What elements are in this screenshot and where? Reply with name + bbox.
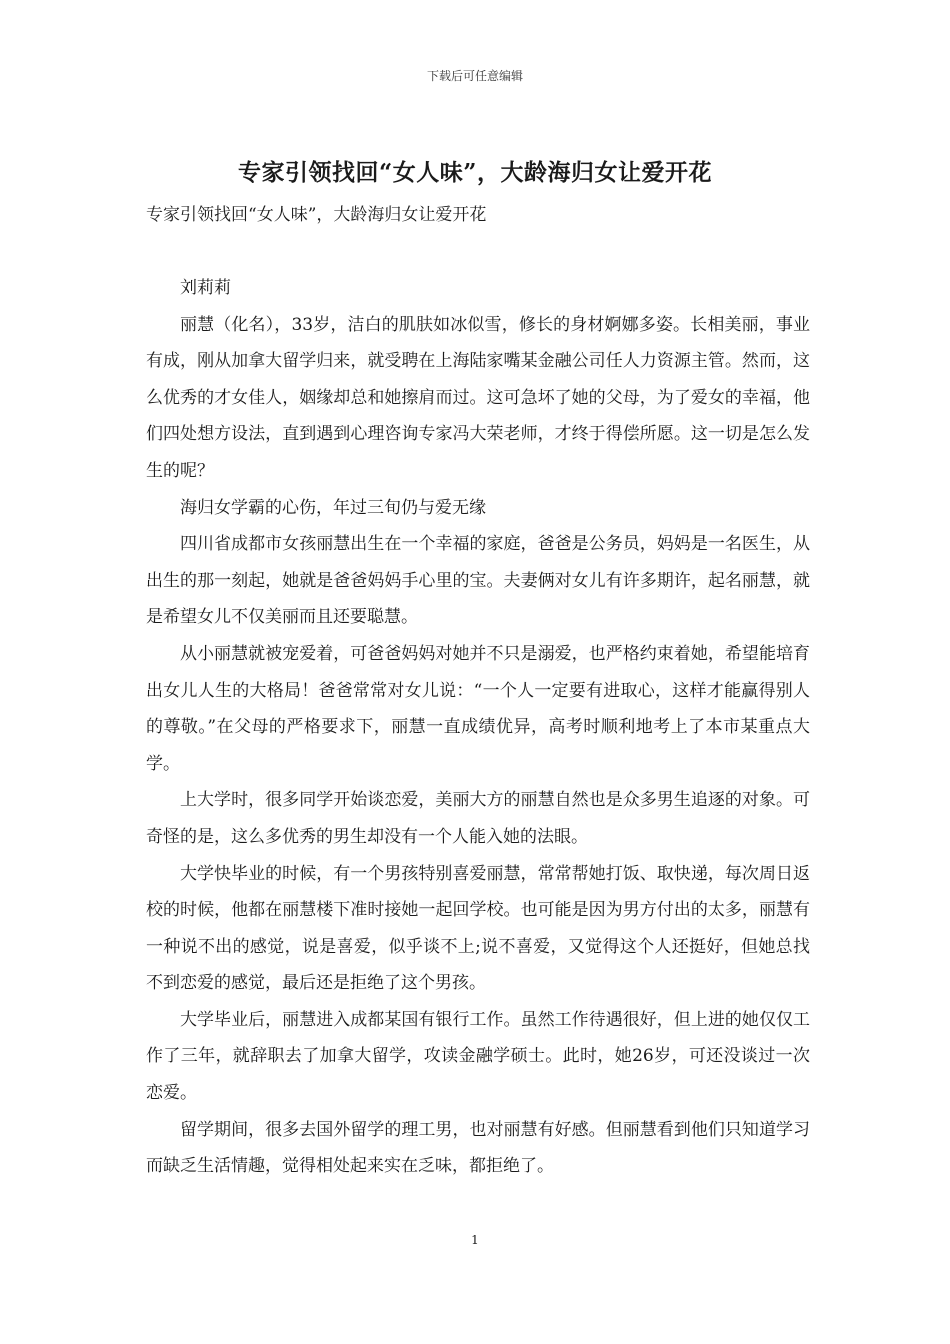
section-heading: 海归女学霸的心伤，年过三旬仍与爱无缘 <box>180 497 486 518</box>
paragraph: 大学快毕业的时候，有一个男孩特别喜爱丽慧，常常帮她打饭、取快递，每次周日返校的时候，他都在丽慧楼下准时接她一起回学校。也可能是因为男方付出的太多，丽慧有一种说不出的感觉，说是喜爱，似乎谈不上;说不喜爱，又觉得这个人还挺好，但她总找不到恋爱的感觉，最后还是拒绝了这个男孩。 <box>146 863 810 994</box>
header-note: 下载后可任意编辑 <box>426 69 523 83</box>
paragraph: 留学期间，很多去国外留学的理工男，也对丽慧有好感。但丽慧看到他们只知道学习而缺乏生活情趣，觉得相处起来实在乏味，都拒绝了。 <box>146 1119 810 1177</box>
paragraph: 上大学时，很多同学开始谈恋爱，美丽大方的丽慧自然也是众多男生追逐的对象。可奇怪的是，这么多优秀的男生却没有一个人能入她的法眼。 <box>146 790 810 847</box>
paragraph: 大学毕业后，丽慧进入成都某国有银行工作。虽然工作待遇很好，但上进的她仅仅工作了三年，就辞职去了加拿大留学，攻读金融学硕士。此时，她26岁，可还没谈过一次恋爱。 <box>146 1009 810 1104</box>
paragraph: 丽慧（化名），33岁，洁白的肌肤如冰似雪，修长的身材婀娜多姿。长相美丽，事业有成，刚从加拿大留学归来，就受聘在上海陆家嘴某金融公司任人力资源主管。然而，这么优秀的才女佳人，姻缘却总和她擦肩而过。这可急坏了她的父母，为了爱女的幸福，他们四处想方设法，直到遇到心理咨询专家冯大荣老师，才终于得偿所愿。这一切是怎么发生的呢？ <box>146 314 810 481</box>
author-line: 刘莉莉 <box>180 278 231 298</box>
paragraph: 从小丽慧就被宠爱着，可爸爸妈妈对她并不只是溺爱，也严格约束着她，希望能培育出女儿人生的大格局！爸爸常常对女儿说：“一个人一定要有进取心，这样才能赢得别人的尊敬。”在父母的严格要求下，丽慧一直成绩优异，高考时顺利地考上了本市某重点大学。 <box>146 643 810 774</box>
document-subtitle: 专家引领找回“女人味”，大龄海归女让爱开花 <box>146 205 487 225</box>
document-body <box>146 270 810 1185</box>
paragraph: 四川省成都市女孩丽慧出生在一个幸福的家庭，爸爸是公务员，妈妈是一名医生，从出生的那一刻起，她就是爸爸妈妈手心里的宝。夫妻俩对女儿有许多期许，起名丽慧，就是希望女儿不仅美丽而且还要聪慧。 <box>146 534 810 628</box>
page-number: 1 <box>471 1233 479 1247</box>
document-title: 专家引领找回“女人味”，大龄海归女让爱开花 <box>238 159 712 186</box>
